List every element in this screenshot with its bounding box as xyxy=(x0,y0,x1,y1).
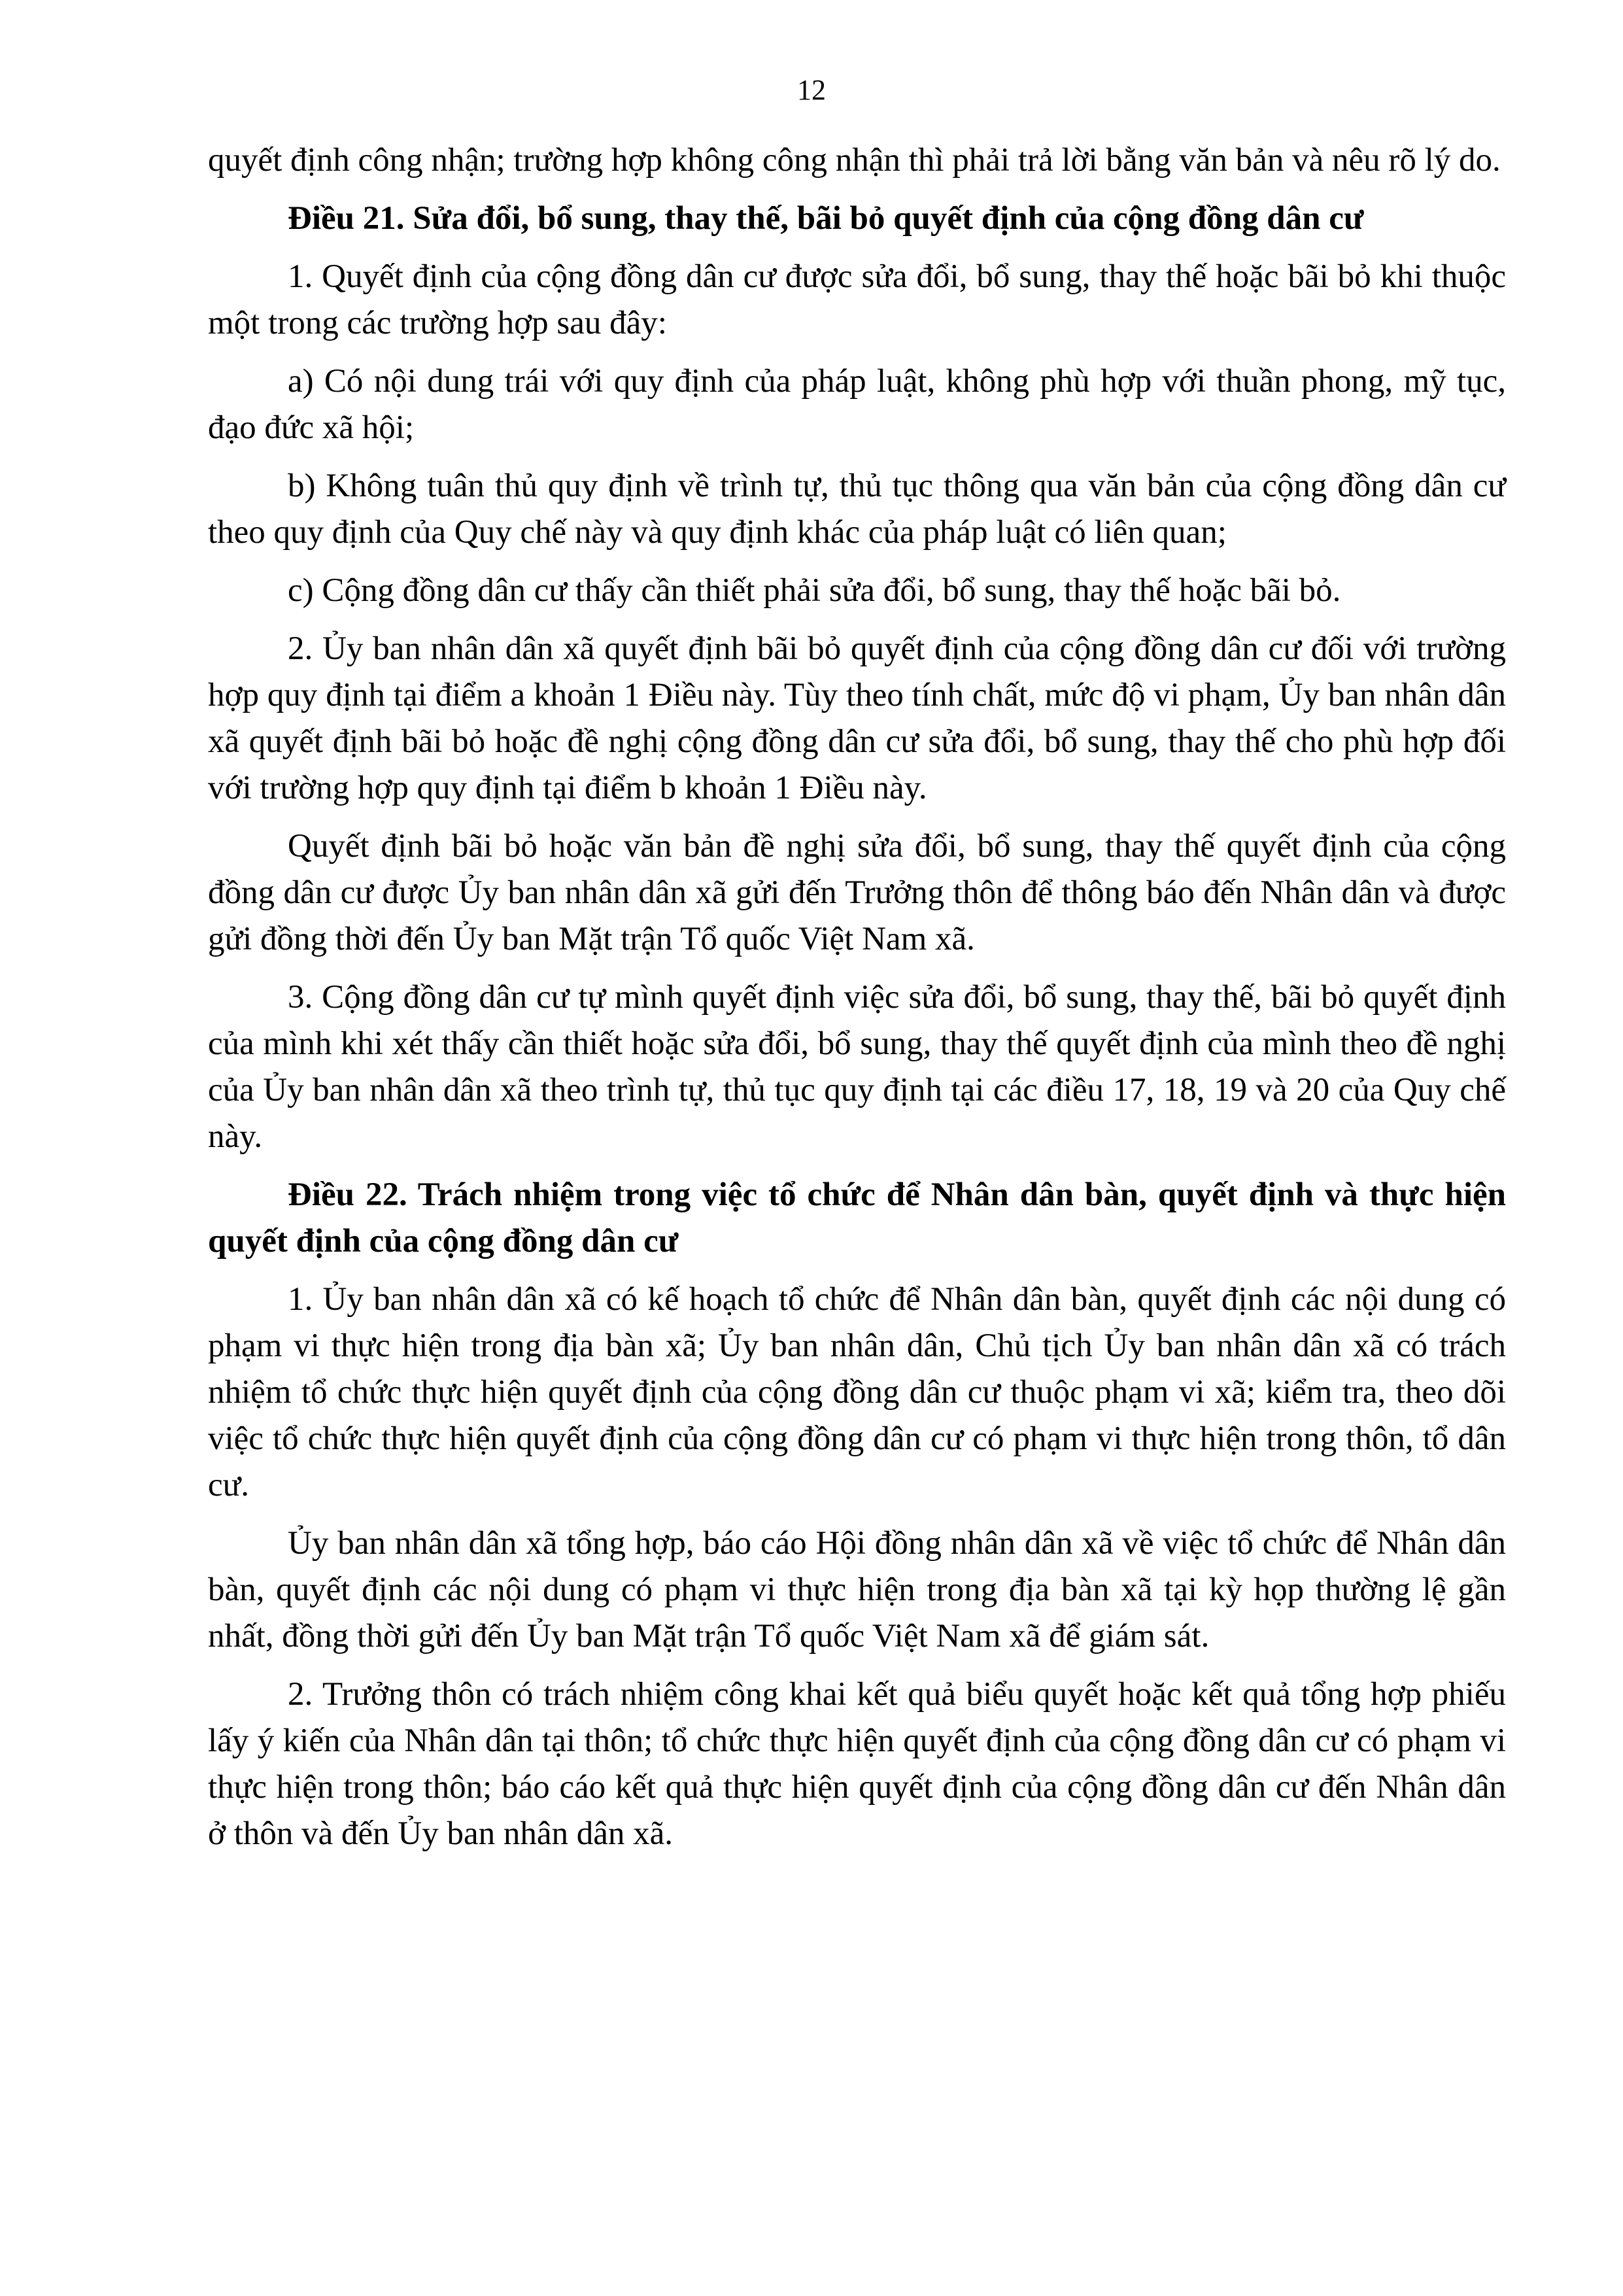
paragraph: b) Không tuân thủ quy định về trình tự, thủ tục thông qua văn bản của cộng đồng dân cư theo quy định của Quy chế này và quy định khác của pháp luật có liên quan; xyxy=(208,468,1506,551)
page-number: 12 xyxy=(797,74,826,106)
paragraph: c) Cộng đồng dân cư thấy cần thiết phải sửa đổi, bổ sung, thay thế hoặc bãi bỏ. xyxy=(288,572,1341,609)
paragraph: a) Có nội dung trái với quy định của pháp luật, không phù hợp với thuần phong, mỹ tục, đạo đức xã hội; xyxy=(208,363,1506,446)
paragraph: 3. Cộng đồng dân cư tự mình quyết định việc sửa đổi, bổ sung, thay thế, bãi bỏ quyết định của mình khi xét thấy cần thiết hoặc sửa đổi, bổ sung, thay thế quyết định của mình theo đề nghị của Ủy ban nhân dân xã theo trình tự, thủ tục quy định tại các điều 17, 18, 19 và 20 của Quy chế này. xyxy=(208,979,1506,1155)
paragraph: 1. Ủy ban nhân dân xã có kế hoạch tổ chức để Nhân dân bàn, quyết định các nội dung có phạm vi thực hiện trong địa bàn xã; Ủy ban nhân dân, Chủ tịch Ủy ban nhân dân xã có trách nhiệm tổ chức thực hiện quyết định của cộng đồng dân cư thuộc phạm vi xã; kiểm tra, theo dõi việc tổ chức thực hiện quyết định của cộng đồng dân cư có phạm vi thực hiện trong thôn, tổ dân cư. xyxy=(208,1281,1506,1503)
paragraph: quyết định công nhận; trường hợp không công nhận thì phải trả lời bằng văn bản và nêu rõ lý do. xyxy=(208,142,1501,179)
paragraph: 2. Ủy ban nhân dân xã quyết định bãi bỏ quyết định của cộng đồng dân cư đối với trường hợp quy định tại điểm a khoản 1 Điều này. Tùy theo tính chất, mức độ vi phạm, Ủy ban nhân dân xã quyết định bãi bỏ hoặc đề nghị cộng đồng dân cư sửa đổi, bổ sung, thay thế cho phù hợp đối với trường hợp quy định tại điểm b khoản 1 Điều này. xyxy=(208,630,1506,806)
paragraph: 1. Quyết định của cộng đồng dân cư được sửa đổi, bổ sung, thay thế hoặc bãi bỏ khi thuộc một trong các trường hợp sau đây: xyxy=(208,258,1506,341)
paragraph: Quyết định bãi bỏ hoặc văn bản đề nghị sửa đổi, bổ sung, thay thế quyết định của cộng đồng dân cư được Ủy ban nhân dân xã gửi đến Trưởng thôn để thông báo đến Nhân dân và được gửi đồng thời đến Ủy ban Mặt trận Tổ quốc Việt Nam xã. xyxy=(208,828,1506,957)
document-body xyxy=(208,137,1506,1869)
paragraph: 2. Trưởng thôn có trách nhiệm công khai kết quả biểu quyết hoặc kết quả tổng hợp phiếu lấy ý kiến của Nhân dân tại thôn; tổ chức thực hiện quyết định của cộng đồng dân cư có phạm vi thực hiện trong thôn; báo cáo kết quả thực hiện quyết định của cộng đồng dân cư đến Nhân dân ở thôn và đến Ủy ban nhân dân xã. xyxy=(208,1676,1506,1852)
article-heading: Điều 22. Trách nhiệm trong việc tổ chức để Nhân dân bàn, quyết định và thực hiện quyết định của cộng đồng dân cư xyxy=(208,1176,1506,1259)
article-heading: Điều 21. Sửa đổi, bổ sung, thay thế, bãi bỏ quyết định của cộng đồng dân cư xyxy=(288,200,1364,237)
paragraph: Ủy ban nhân dân xã tổng hợp, báo cáo Hội đồng nhân dân xã về việc tổ chức để Nhân dân bàn, quyết định các nội dung có phạm vi thực hiện trong địa bàn xã tại kỳ họp thường lệ gần nhất, đồng thời gửi đến Ủy ban Mặt trận Tổ quốc Việt Nam xã để giám sát. xyxy=(208,1525,1506,1654)
